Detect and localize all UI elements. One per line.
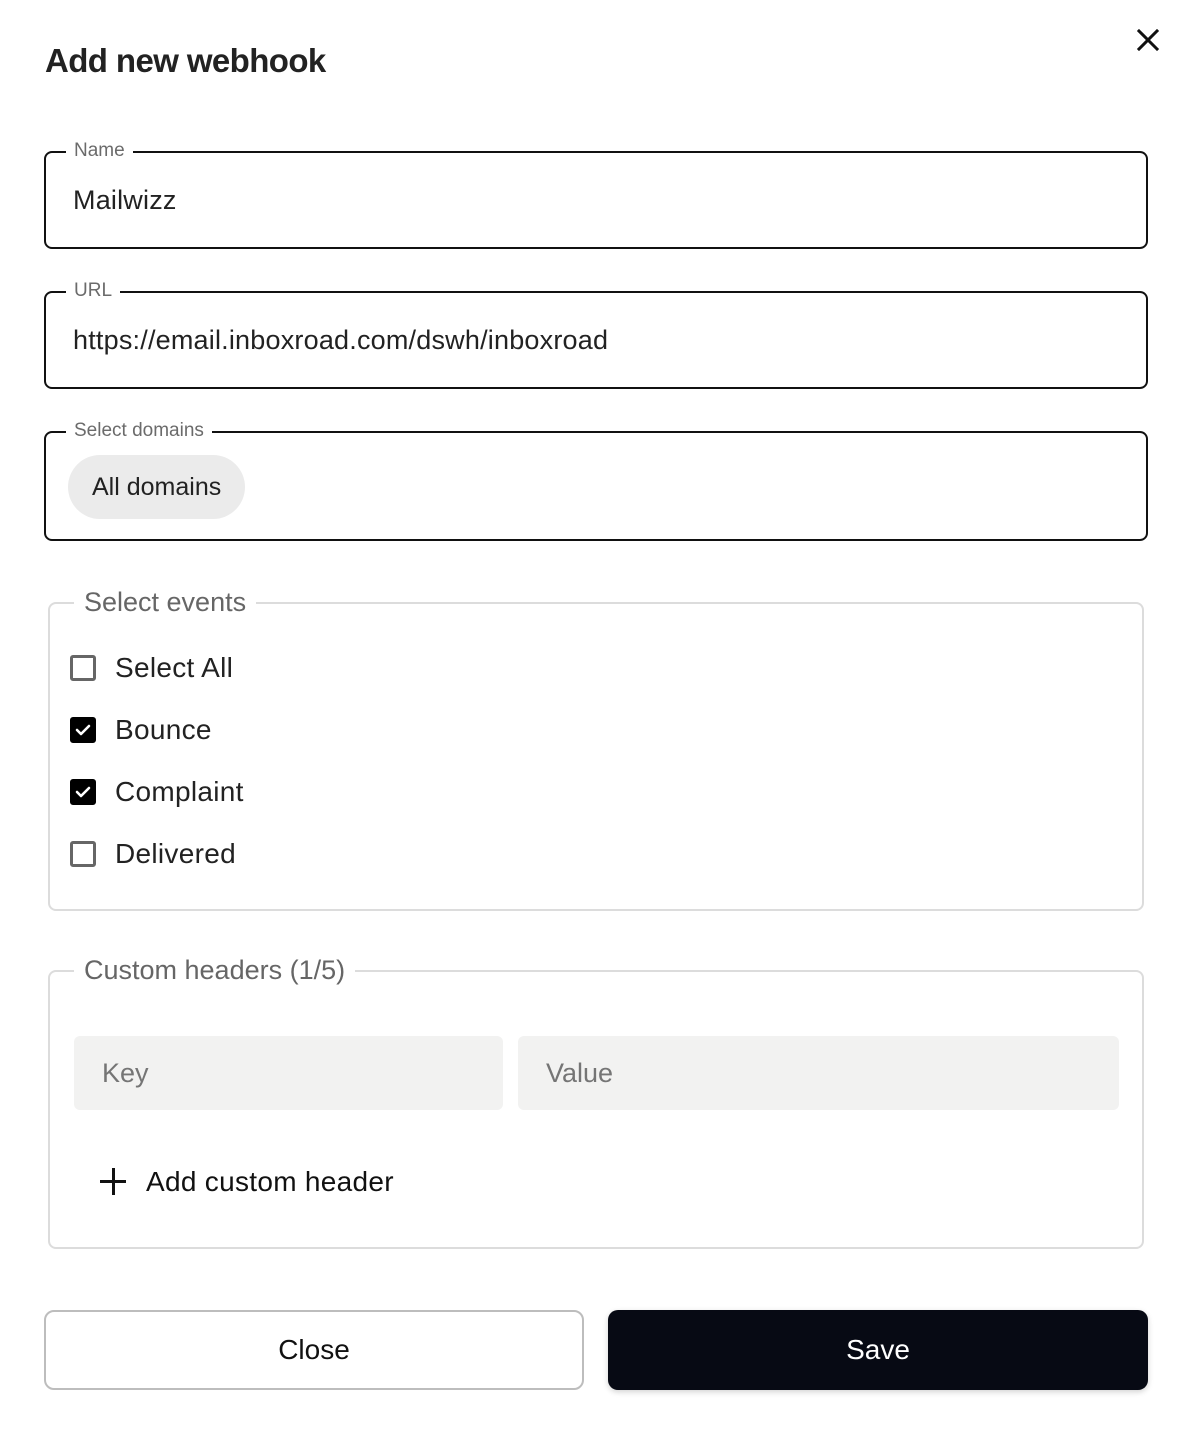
name-field[interactable] xyxy=(44,140,1148,249)
url-field[interactable] xyxy=(44,280,1148,389)
url-field-label: URL xyxy=(66,278,120,304)
event-delivered[interactable] xyxy=(70,834,236,874)
custom-headers-group xyxy=(48,955,1144,1249)
checkbox-label: Complaint xyxy=(115,776,244,807)
name-field-label: Name xyxy=(66,138,133,164)
event-complaint[interactable] xyxy=(70,772,244,812)
select-domains-label: Select domains xyxy=(66,418,212,444)
url-input[interactable] xyxy=(73,293,1126,387)
custom-headers-legend: Custom headers (1/5) xyxy=(74,952,355,988)
header-key-input[interactable] xyxy=(74,1036,503,1110)
checkbox-label: Select All xyxy=(115,652,234,683)
save-button[interactable]: Save xyxy=(608,1310,1148,1390)
dialog-title: Add new webhook xyxy=(45,42,326,79)
checkbox-label: Bounce xyxy=(115,714,212,745)
event-select-all[interactable] xyxy=(70,648,233,688)
add-custom-header-button[interactable] xyxy=(100,1162,394,1202)
check-icon xyxy=(75,723,91,737)
check-icon xyxy=(75,785,91,799)
checkbox-label: Delivered xyxy=(115,838,236,869)
add-custom-header-label: Add custom header xyxy=(146,1166,394,1197)
header-value-input[interactable] xyxy=(518,1036,1119,1110)
close-dialog-button[interactable] xyxy=(1132,24,1164,56)
domain-chip-all-domains[interactable]: All domains xyxy=(68,455,245,519)
plus-icon xyxy=(100,1168,128,1196)
select-events-group xyxy=(48,587,1144,911)
select-events-legend: Select events xyxy=(74,584,256,620)
event-bounce[interactable] xyxy=(70,710,212,750)
checkbox-delivered[interactable] xyxy=(70,841,96,867)
close-button[interactable]: Close xyxy=(44,1310,584,1390)
checkbox-complaint[interactable] xyxy=(70,779,96,805)
checkbox-bounce[interactable] xyxy=(70,717,96,743)
select-domains-field[interactable] xyxy=(44,420,1148,541)
close-icon xyxy=(1137,29,1159,51)
name-input[interactable] xyxy=(73,153,1126,247)
checkbox-select-all[interactable] xyxy=(70,655,96,681)
